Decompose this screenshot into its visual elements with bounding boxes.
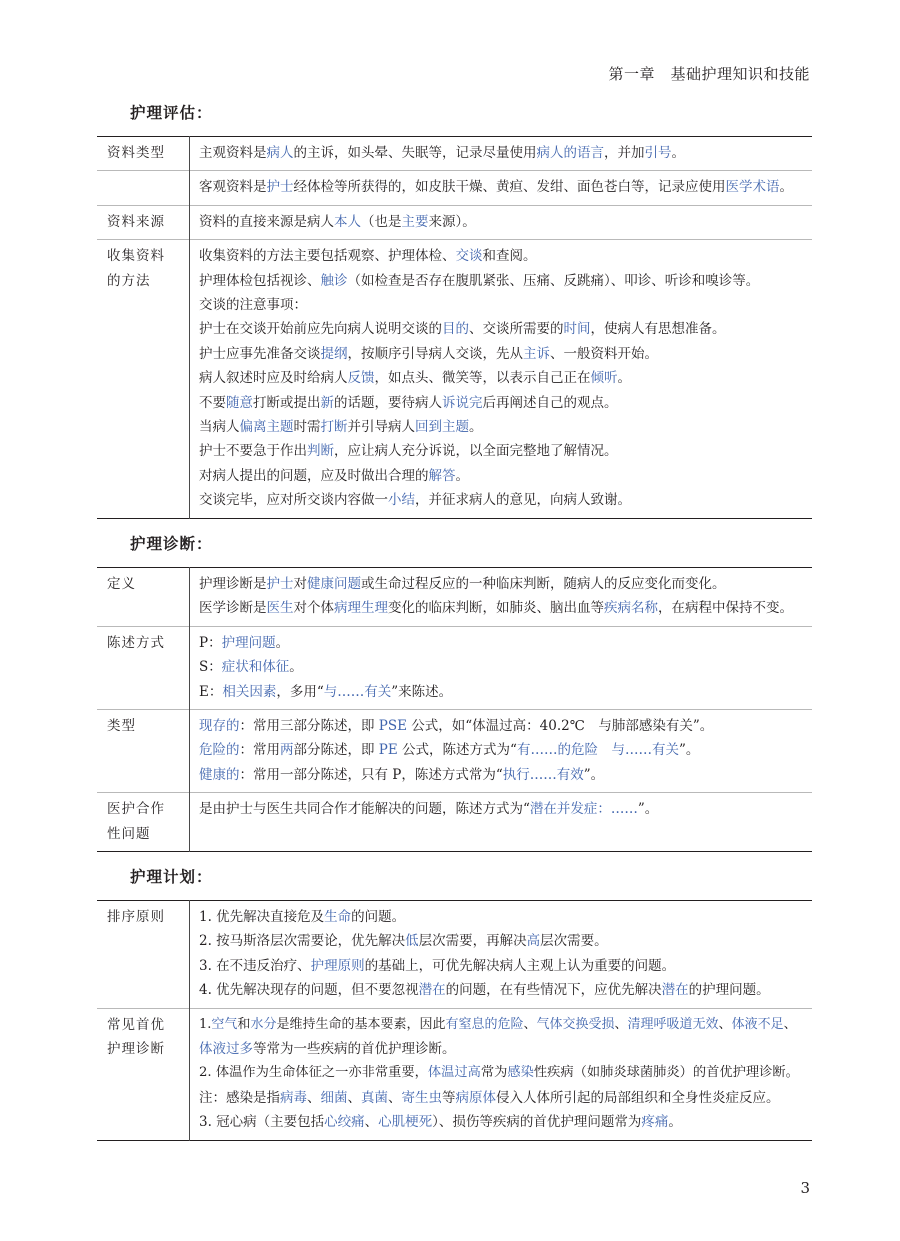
key-term: 病原体 [455,1089,496,1106]
row-label-line [107,175,187,199]
row-label [97,240,190,518]
key-term: 生命 [324,909,352,925]
text-run: 。 [455,467,469,484]
text-run: 的主诉，如头晕、失眠等，记录尽量使用 [293,145,537,161]
row-content [190,568,813,627]
text-run: 和查阅。 [482,248,537,265]
key-term: 健康的 [199,766,240,783]
page-number: 3 [800,1179,810,1197]
text-run: 来源）。 [428,213,476,230]
text-run: 的基础上，可优先解决病人主观上认为重要的问题。 [364,957,676,974]
section-title-diagnosis: 护理诊断： [130,535,213,553]
chapter-header: 第一章 基础护理知识和技能 [608,65,810,83]
content-line [199,415,806,439]
text-run: 的问题，在有些情况下，应优先解决 [445,982,662,999]
text-run: P： [199,634,222,651]
text-run: 等常为一些疾病的首优护理诊断。 [253,1041,456,1058]
text-run: 不要 [199,394,226,411]
text-run: 经体检等所获得的，如皮肤干燥、黄疸、发绀、面色苍白等，记录应使用 [293,179,726,196]
text-run: 。 [668,1114,682,1131]
key-term: 倾听 [590,370,618,387]
table-row [97,568,812,627]
text-run: 主观资料是 [199,145,267,161]
text-run: 常为 [480,1065,508,1081]
text-run: （如检查是否存在腹肌紧张、压痛、反跳痛）、叩诊、听诊和嗅诊等。 [347,272,760,289]
key-term: 偏离主题 [239,419,294,436]
section-title-assessment: 护理评估： [130,104,213,122]
text-run: 、一般资料开始。 [550,345,658,362]
key-term: 真菌 [361,1089,388,1106]
content-line [199,141,806,165]
key-term: 疼痛 [641,1114,669,1131]
row-label [97,901,190,1009]
content-line [199,439,806,463]
key-term: 护士 [266,179,294,196]
content-line [199,954,806,978]
text-run: 资料的直接来源是病人 [199,213,334,230]
content-line [199,293,806,317]
text-run: 的护理问题。 [688,982,770,999]
content-line [199,175,806,199]
content-line [199,929,806,953]
text-run: 、 [783,1016,797,1032]
text-run: 客观资料是 [199,179,267,196]
key-term: 病人的语言 [536,145,604,161]
key-term: 病毒 [280,1089,307,1106]
text-run: 、交谈所需要的 [469,321,564,338]
key-term: 潜在 [661,982,689,999]
key-term: 交谈 [455,248,483,265]
row-content [190,793,813,852]
row-content [190,1008,813,1140]
text-run: ，如点头、微笑等，以表示自己正在 [374,370,591,387]
table-row [97,171,812,205]
key-term: 触诊 [320,272,348,289]
row-label [97,793,190,852]
key-term: 与……有关 [323,683,392,700]
text-run: 侵入人体所引起的局部组织和全身性炎症反应。 [496,1089,780,1106]
row-label [97,710,190,793]
content-line [199,366,806,390]
key-term: 随意 [226,394,253,411]
key-term: PE [378,742,398,759]
row-label-line: 类型 [107,718,136,735]
text-run: 护士在交谈开始前应先向病人说明交谈的 [199,321,442,338]
key-term: 寄生虫 [401,1089,442,1106]
table-row [97,710,812,793]
text-run: 护理诊断是 [199,576,267,592]
key-term: 感染 [507,1065,534,1081]
text-run: 1. 优先解决直接危及 [199,909,325,925]
diagnosis-table [97,567,812,852]
key-term: 回到主题 [415,419,469,436]
key-term: 两 [280,742,294,759]
text-run: ，并征求病人的意见，向病人致谢。 [415,492,631,509]
text-run: ，应让病人充分诉说，以全面完整地了解情况。 [334,443,618,460]
row-label [97,626,190,709]
content-line [199,1086,806,1110]
text-run: ”。 [583,766,605,783]
row-label-line: 的方法 [107,272,151,289]
text-run: ：常用三部分陈述，即 [239,718,379,735]
key-term: 判断 [307,443,334,460]
plan-table [97,900,812,1141]
text-run: 。 [469,419,483,436]
text-run: 和 [237,1016,251,1032]
row-content [190,137,813,171]
text-run: 对病人提出的问题，应及时做出合理的 [199,467,429,484]
row-content [190,240,813,518]
content-line [199,680,806,704]
text-run: ，并加 [604,145,645,161]
row-label-line: 资料来源 [107,213,165,230]
content-line [199,797,806,821]
content-line [199,763,806,787]
text-run: 4. 优先解决现存的问题，但不要忽视 [199,982,419,999]
key-term: 诉说完 [442,394,483,411]
content-line [199,342,806,366]
key-term: 细菌 [320,1089,348,1106]
text-run: 后再阐述自己的观点。 [482,394,618,411]
content-line [199,210,806,234]
key-term: 医学术语 [725,179,780,196]
assessment-table [97,136,812,519]
table-row [97,137,812,171]
text-run: ”来陈述。 [391,683,453,700]
text-run: 、 [614,1016,628,1032]
content-line [199,391,806,415]
key-term: 目的 [442,321,469,338]
text-run: 注：感染是指 [199,1089,280,1106]
key-term: 护理原则 [310,957,365,974]
key-term: 反馈 [347,370,375,387]
row-label-line: 排序原则 [107,909,165,925]
text-run: 性疾病（如肺炎球菌肺炎）的首优护理诊断。 [533,1065,799,1081]
key-term: 打断 [320,419,348,436]
row-content [190,710,813,793]
row-label-line: 性问题 [107,825,151,842]
content-line [199,464,806,488]
row-label [97,137,190,171]
content-line [199,1110,806,1134]
text-run: ”。 [678,742,700,759]
key-term: 病理生理 [334,600,388,617]
key-term: 空气 [211,1016,238,1032]
key-term: 潜在并发症：…… [529,801,638,818]
text-run: 2. 体温作为生命体征之一亦非常重要， [199,1065,428,1081]
text-run: ：常用 [239,742,280,759]
key-term: 潜在 [418,982,446,999]
table-row [97,1008,812,1140]
row-label [97,171,190,205]
text-run: 对 [293,576,307,592]
text-run: 是由护士与医生共同合作才能解决的问题，陈述方式为“ [199,801,530,818]
text-run: 公式，如“体温过高：40.2℃ 与肺部感染有关”。 [406,718,714,735]
content-line [199,978,806,1002]
text-run: 打断或提出 [253,394,321,411]
key-term: 医生 [266,600,294,617]
content-line [199,269,806,293]
text-run: 、 [718,1016,732,1032]
table-row [97,901,812,1009]
content-line [199,905,806,929]
text-run: 、 [364,1114,379,1131]
key-term: 护理问题 [221,634,276,651]
text-run: 护士应事先准备交谈 [199,345,321,362]
content-line [199,244,806,268]
text-run: 、 [388,1089,402,1106]
row-label [97,568,190,627]
content-line [199,655,806,679]
key-term: 相关因素 [222,683,277,700]
key-term: 主诉 [523,345,550,362]
content-line [199,631,806,655]
text-run: E： [199,683,223,700]
text-run: ，多用“ [276,683,324,700]
key-term: 有……的危险 与……有关 [516,742,679,759]
key-term: 护士 [266,576,294,592]
text-run: 、 [523,1016,537,1032]
key-term: 心绞痛 [324,1114,365,1131]
text-run: ，在病程中保持不变。 [658,600,793,617]
row-label-line: 收集资料 [107,248,165,265]
key-term: 气体交换受损 [536,1016,615,1032]
key-term: 体液过多 [199,1041,253,1058]
key-term: 水分 [250,1016,277,1032]
key-term: 病人 [266,145,294,161]
row-label-line: 资料类型 [107,145,165,161]
text-run: 交谈完毕，应对所交谈内容做一 [199,492,388,509]
row-label-line: 常见首优 [107,1016,165,1033]
text-run: 对个体 [293,600,334,617]
key-term: 主要 [401,213,429,230]
table-row [97,793,812,852]
key-term: 本人 [334,213,361,230]
content-line [199,738,806,762]
content-line [199,714,806,738]
key-term: 体温过高 [427,1065,481,1081]
text-run: 并引导病人 [347,419,415,436]
row-label-line: 陈述方式 [107,634,165,651]
key-term: 时间 [563,321,591,338]
text-run: 。 [779,179,793,196]
text-run: 部分陈述，即 [293,742,379,759]
key-term: 提纲 [320,345,348,362]
text-run: 当病人 [199,419,240,436]
text-run: 是维持生命的基本要素，因此 [276,1016,446,1032]
key-term: 心肌梗死 [378,1114,433,1131]
text-run: 、 [307,1089,321,1106]
key-term: 解答 [428,467,456,484]
text-run: ，使病人有思想准备。 [590,321,726,338]
content-line [199,317,806,341]
key-term: 危险的 [199,742,240,759]
table-row [97,205,812,239]
text-run: 。 [275,634,290,651]
key-term: 执行……有效 [502,766,584,783]
table-row [97,626,812,709]
text-run: 变化的临床判断，如肺炎、脑出血等 [388,600,604,617]
content-line [199,1013,806,1037]
key-term: 体液不足 [731,1016,784,1032]
row-label [97,205,190,239]
text-run: 层次需要，再解决 [418,933,527,950]
row-label-line: 医护合作 [107,801,165,818]
content-line [199,488,806,512]
row-content [190,626,813,709]
key-term: 高 [526,933,541,950]
text-run: 护士不要急于作出 [199,443,307,460]
text-run: ）、损伤等疾病的首优护理问题常为 [432,1114,642,1131]
text-run: 层次需要。 [540,933,608,950]
content-line [199,1037,806,1061]
text-run: 2. 按马斯洛层次需要论，优先解决 [199,933,406,950]
key-term: 清理呼吸道无效 [627,1016,719,1032]
text-run: 公式，陈述方式为“ [397,742,517,759]
content-line [199,1061,806,1085]
row-label-line: 定义 [107,576,136,592]
content-line [199,596,806,620]
text-run: 病人叙述时应及时给病人 [199,370,348,387]
row-content [190,205,813,239]
text-run: ”。 [637,801,659,818]
text-run: 医学诊断是 [199,600,267,617]
key-term: 新 [320,394,334,411]
key-term: 健康问题 [307,576,361,592]
row-label-line: 护理诊断 [107,1041,165,1058]
key-term: PSE [378,718,407,735]
text-run: 。 [671,145,685,161]
text-run: 护理体检包括视诊、 [199,272,321,289]
text-run: S： [199,659,222,676]
text-run: 。 [617,370,631,387]
text-run: 或生命过程反应的一种临床判断，随病人的反应变化而变化。 [361,576,726,592]
text-run: 、 [347,1089,361,1106]
text-run: 。 [289,659,303,676]
text-run: 的问题。 [351,909,406,925]
text-run: ：常用一部分陈述，只有 P，陈述方式常为“ [239,766,503,783]
row-label [97,1008,190,1140]
row-content [190,171,813,205]
text-run: 的话题，要待病人 [334,394,442,411]
key-term: 低 [405,933,419,950]
text-run: 3. 冠心病（主要包括 [199,1114,325,1131]
text-run: 交谈的注意事项： [199,297,307,314]
key-term: 有窒息的危险 [445,1016,524,1032]
text-run: ，按顺序引导病人交谈，先从 [347,345,523,362]
text-run: 收集资料的方法主要包括观察、护理体检、 [199,248,456,265]
text-run: （也是 [361,213,402,230]
key-term: 疾病名称 [604,600,658,617]
text-run: 等 [442,1089,456,1106]
text-run: 1. [199,1016,212,1032]
text-run: 时需 [293,419,321,436]
key-term: 小结 [388,492,415,509]
table-row [97,240,812,518]
content-line [199,572,806,596]
row-content [190,901,813,1009]
key-term: 引号 [644,145,672,161]
key-term: 症状和体征 [221,659,290,676]
section-title-plan: 护理计划： [130,868,213,886]
key-term: 现存的 [199,718,240,735]
text-run: 3. 在不违反治疗、 [199,957,311,974]
